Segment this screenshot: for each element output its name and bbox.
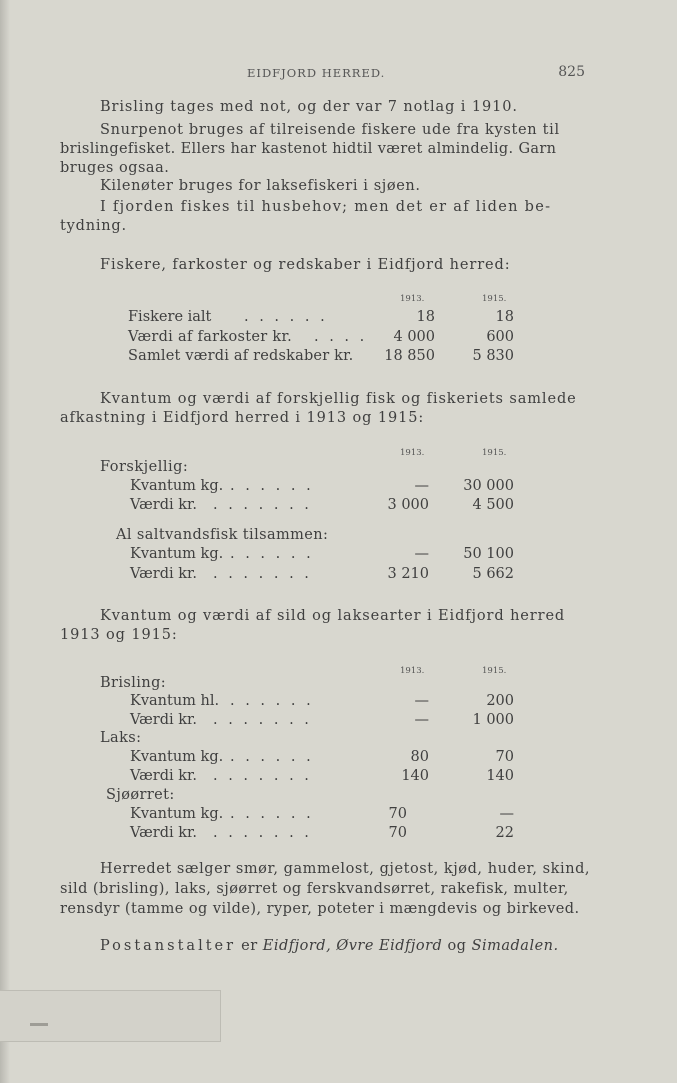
table2-row-1913: — xyxy=(414,478,429,494)
table3-row-1915: — xyxy=(499,806,514,822)
closing-line-3: rensdyr (tamme og vilde), ryper, poteter i mængdevis og birkeved. xyxy=(60,901,580,917)
table2-row-label: Værdi kr. xyxy=(130,497,197,513)
table1-row-label: Fiskere ialt xyxy=(128,309,212,325)
table1-row-label: Værdi af farkoster kr. xyxy=(128,329,293,345)
table3-row-label: Værdi kr. xyxy=(130,768,197,784)
post-place-2: Øvre Eidfjord xyxy=(336,938,443,954)
table2-row-1915: 50 100 xyxy=(463,546,514,562)
table3-row-dots: . . . . . . xyxy=(230,693,314,709)
table2-year-1913: 1913. xyxy=(400,448,425,458)
intro-line-2: Snurpenot bruges af tilreisende fiskere ude fra kysten til xyxy=(100,122,560,138)
table2-row-1915: 30 000 xyxy=(463,478,514,494)
table2-row-dots: . . . . . . . xyxy=(213,566,312,582)
table1-row-label: Samlet værdi af redskaber kr. xyxy=(128,348,354,364)
table3-row-1915: 1 000 xyxy=(472,712,514,728)
page-binding-edge xyxy=(0,0,10,1083)
table2-row-dots: . . . . . . . xyxy=(213,497,312,513)
table3-row-dots: . . . . . . . xyxy=(213,825,312,841)
table3-row-1915: 140 xyxy=(486,768,514,784)
table3-row-1913: 70 xyxy=(388,825,407,841)
table2-row-1913: 3 000 xyxy=(387,497,429,513)
table3-group-title: Laks: xyxy=(100,730,142,746)
table3-year-1913: 1913. xyxy=(400,666,425,676)
post-label: Postanstalter xyxy=(100,938,237,954)
table2-row-dots: . . . . . . xyxy=(230,478,314,494)
table1-row-1913: 18 xyxy=(416,309,435,325)
intro-line-7: tydning. xyxy=(60,218,127,234)
scan-mark xyxy=(30,1023,48,1026)
table1-row-1915: 5 830 xyxy=(472,348,514,364)
table2-row-1915: 4 500 xyxy=(472,497,514,513)
table2-row-dots: . . . . . . xyxy=(230,546,314,562)
table3-row-label: Kvantum kg. xyxy=(130,749,224,765)
running-header: EIDFJORD HERRED. xyxy=(247,66,386,80)
table3-row-1915: 22 xyxy=(495,825,514,841)
table2-row-1915: 5 662 xyxy=(472,566,514,582)
table2-group1-title: Forskjellig: xyxy=(100,459,189,475)
table3-caption-line-2: 1913 og 1915: xyxy=(60,627,178,643)
table3-row-dots: . . . . . . . xyxy=(213,712,312,728)
table3-row-dots: . . . . . . . xyxy=(213,768,312,784)
table3-row-1915: 200 xyxy=(486,693,514,709)
table1-row-dots: . . . . . . xyxy=(244,309,328,325)
table3-row-label: Værdi kr. xyxy=(130,825,197,841)
post-place-3: Simadalen. xyxy=(471,938,559,954)
table2-row-1913: — xyxy=(414,546,429,562)
table1-row-1915: 600 xyxy=(486,329,514,345)
table3-row-1913: 80 xyxy=(410,749,429,765)
closing-line-1: Herredet sælger smør, gammelost, gjetost, kjød, huder, skind, xyxy=(100,861,591,877)
post-place-1: Eidfjord, xyxy=(262,938,332,954)
intro-line-4: bruges ogsaa. xyxy=(60,160,170,176)
table1-row-dots: . . . . xyxy=(314,329,368,345)
table3-row-dots: . . . . . . xyxy=(230,749,314,765)
table3-row-1913: 140 xyxy=(401,768,429,784)
page-number: 825 xyxy=(558,64,585,80)
intro-line-1: Brisling tages med not, og der var 7 notlag i 1910. xyxy=(100,99,518,115)
table3-row-label: Kvantum hl. xyxy=(130,693,220,709)
table3-row-dots: . . . . . . xyxy=(230,806,314,822)
table2-row-1913: 3 210 xyxy=(387,566,429,582)
table2-row-label: Værdi kr. xyxy=(130,566,197,582)
table1-caption: Fiskere, farkoster og redskaber i Eidfjord herred: xyxy=(100,257,511,273)
table2-year-1915: 1915. xyxy=(482,448,507,458)
table3-group-title: Sjøørret: xyxy=(106,787,175,803)
table2-caption-line-2: afkastning i Eidfjord herred i 1913 og 1915: xyxy=(60,410,425,426)
intro-line-3: brislingefisket. Ellers har kastenot hidtil været almindelig. Garn xyxy=(60,141,557,157)
post-line xyxy=(100,937,559,955)
intro-line-5: Kilenøter bruges for laksefiskeri i sjøen. xyxy=(100,178,421,194)
table3-caption-line-1: Kvantum og værdi af sild og laksearter i Eidfjord herred xyxy=(100,608,566,624)
table3-year-1915: 1915. xyxy=(482,666,507,676)
intro-line-6: I fjorden fiskes til husbehov; men det er af liden be- xyxy=(100,199,552,215)
post-connector: er xyxy=(241,938,258,954)
table3-row-1913: 70 xyxy=(388,806,407,822)
table3-group-title: Brisling: xyxy=(100,675,167,691)
table1-row-1913: 18 850 xyxy=(384,348,435,364)
table2-caption-line-1: Kvantum og værdi af forskjellig fisk og fiskeriets samlede xyxy=(100,391,577,407)
table3-row-1913: — xyxy=(414,712,429,728)
table1-row-1913: 4 000 xyxy=(393,329,435,345)
table2-group2-title: Al saltvandsfisk tilsammen: xyxy=(116,527,329,543)
table3-row-label: Kvantum kg. xyxy=(130,806,224,822)
table1-row-1915: 18 xyxy=(495,309,514,325)
table2-row-label: Kvantum kg. xyxy=(130,478,224,494)
table3-row-1913: — xyxy=(414,693,429,709)
table3-row-label: Værdi kr. xyxy=(130,712,197,728)
table3-row-1915: 70 xyxy=(495,749,514,765)
scan-tab-strip xyxy=(0,990,221,1042)
closing-line-2: sild (brisling), laks, sjøørret og ferskvandsørret, rakefisk, multer, xyxy=(60,881,569,897)
table1-year-1913: 1913. xyxy=(400,294,425,304)
table1-year-1915: 1915. xyxy=(482,294,507,304)
table2-row-label: Kvantum kg. xyxy=(130,546,224,562)
post-connector-2: og xyxy=(447,938,467,954)
